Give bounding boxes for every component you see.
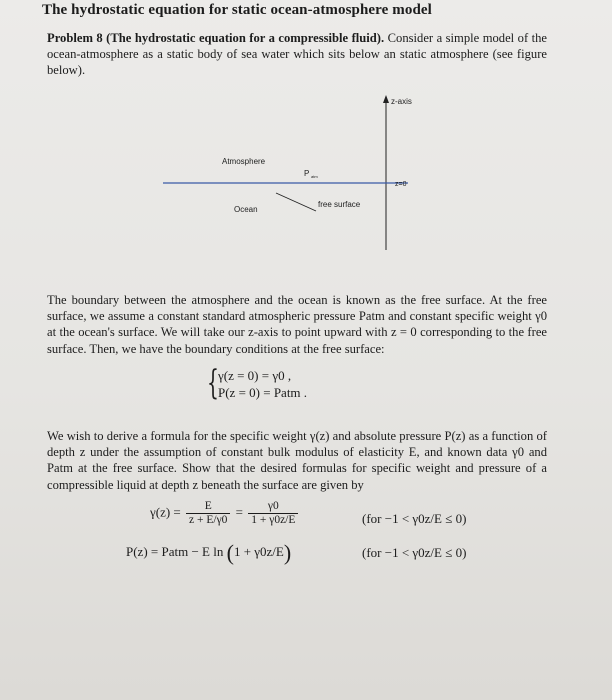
derivation-paragraph: We wish to derive a formula for the specific weight γ(z) and absolute pressure P(z) as a function of depth z under the assumption of constant bulk modulus of elasticity E, and known data γ0 and Patm at the free surface. Show that the desired formulas for specific weight and pressure of a compressible liquid at depth z beneath the surface are given by (47, 429, 547, 492)
gamma-fraction-2 (248, 500, 298, 527)
free-surface-label: free surface (318, 200, 361, 209)
open-paren: ( (226, 540, 234, 565)
z-axis-arrow (383, 95, 389, 103)
gamma-equals: = (235, 504, 244, 520)
pressure-condition: (for −1 < γ0z/E ≤ 0) (362, 545, 467, 560)
gamma-lhs: γ(z) = (150, 504, 181, 520)
left-brace: { (207, 363, 219, 403)
gamma-frac2-num: γ0 (248, 500, 298, 514)
boundary-condition-1: γ(z = 0) = γ0 , (218, 368, 292, 383)
boundary-paragraph: The boundary between the atmosphere and the ocean is known as the free surface. At the free surface, we assume a constant standard atmospheric pressure Patm and constant specific weight γ0 at the ocean's surface. We will take our z-axis to point upward with z = 0 corresponding to the free surface. Then, we have the boundary conditions at the free surface: (47, 293, 547, 356)
pressure-formula (126, 540, 291, 566)
ocean-label: Ocean (234, 205, 258, 214)
gamma-formula (150, 500, 300, 527)
problem-label: Problem 8 (The hydrostatic equation for a compressible fluid). (47, 31, 385, 45)
pressure-label: P (304, 169, 310, 178)
pressure-arg: 1 + γ0z/E (233, 543, 284, 559)
boundary-condition-2: P(z = 0) = Patm . (218, 385, 308, 400)
free-surface-pointer (276, 193, 316, 211)
ocean-atmosphere-diagram (0, 0, 612, 260)
z-axis-label: z-axis (391, 97, 412, 106)
pressure-lhs: P(z) = Patm − E ln (126, 543, 224, 559)
gamma-frac2-den: 1 + γ0z/E (251, 514, 296, 526)
atmosphere-label: Atmosphere (222, 157, 266, 166)
problem-intro: Consider a simple model of the ocean-atmosphere as a static body of sea water which sits below an static atmosphere (see figure below). (47, 31, 548, 78)
close-paren: ) (283, 540, 292, 565)
page-title: The hydrostatic equation for static ocean-atmosphere model (42, 2, 432, 18)
gamma-frac1-num: E (186, 500, 230, 514)
gamma-fraction-1 (186, 500, 230, 527)
gamma-condition: (for −1 < γ0z/E ≤ 0) (362, 511, 467, 526)
z0-label: z=0 (395, 181, 407, 188)
gamma-frac1-den: z + E/γ0 (189, 514, 228, 526)
pressure-sub: atm (311, 174, 318, 179)
